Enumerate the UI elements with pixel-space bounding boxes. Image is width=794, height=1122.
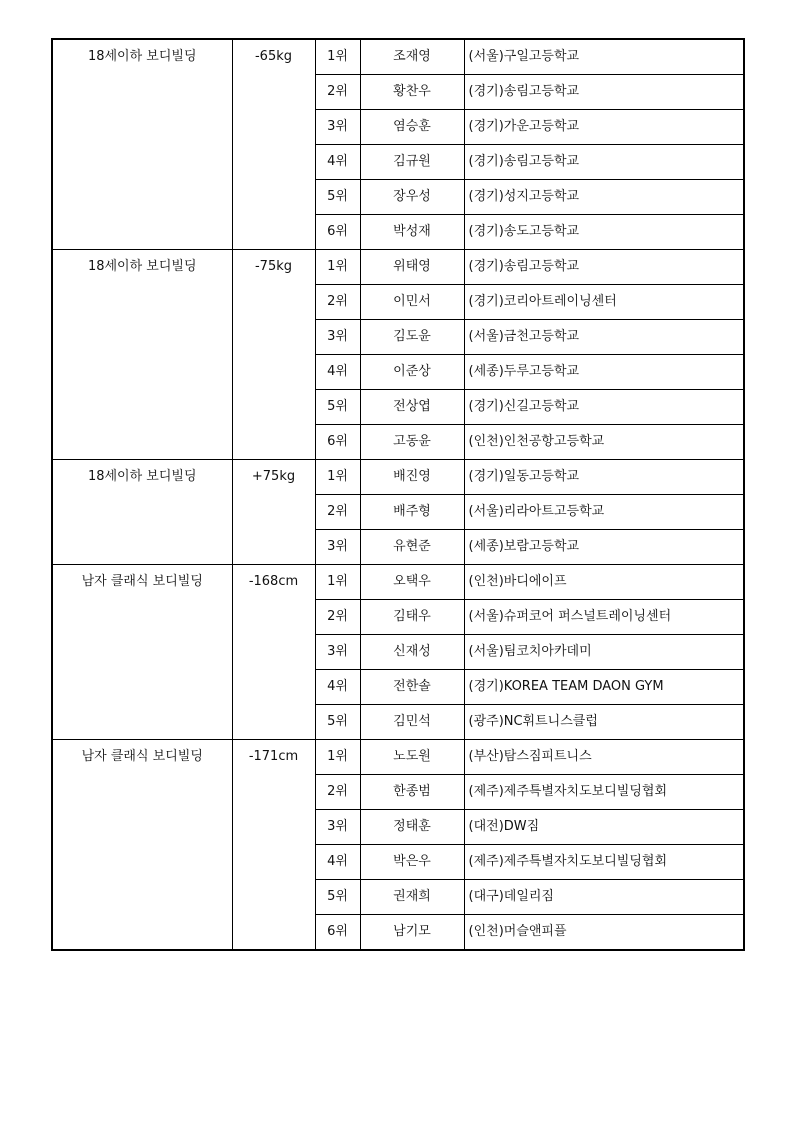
- club-cell: (서울)금천고등학교: [464, 320, 744, 355]
- rank-cell: 5위: [315, 180, 360, 215]
- club-cell: (경기)코리아트레이닝센터: [464, 285, 744, 320]
- athlete-name-cell: 이민서: [360, 285, 464, 320]
- results-table: [51, 38, 745, 951]
- rank-cell: 4위: [315, 845, 360, 880]
- club-cell: (경기)송림고등학교: [464, 75, 744, 110]
- rank-cell: 4위: [315, 670, 360, 705]
- club-cell: (경기)송림고등학교: [464, 145, 744, 180]
- athlete-name-cell: 한종범: [360, 775, 464, 810]
- rank-cell: 6위: [315, 425, 360, 460]
- club-cell: (대구)데일리짐: [464, 880, 744, 915]
- rank-cell: 3위: [315, 110, 360, 145]
- rank-cell: 6위: [315, 215, 360, 250]
- athlete-name-cell: 고동윤: [360, 425, 464, 460]
- club-cell: (서울)리라아트고등학교: [464, 495, 744, 530]
- club-cell: (광주)NC휘트니스클럽: [464, 705, 744, 740]
- athlete-name-cell: 노도원: [360, 740, 464, 775]
- rank-cell: 4위: [315, 355, 360, 390]
- athlete-name-cell: 김태우: [360, 600, 464, 635]
- rank-cell: 2위: [315, 75, 360, 110]
- rank-cell: 1위: [315, 565, 360, 600]
- club-cell: (서울)구일고등학교: [464, 39, 744, 75]
- rank-cell: 5위: [315, 880, 360, 915]
- club-cell: (서울)팀코치아카데미: [464, 635, 744, 670]
- weight-class-cell: -168cm: [232, 565, 315, 740]
- athlete-name-cell: 전한솔: [360, 670, 464, 705]
- weight-class-cell: -171cm: [232, 740, 315, 951]
- rank-cell: 4위: [315, 145, 360, 180]
- athlete-name-cell: 김규원: [360, 145, 464, 180]
- club-cell: (대전)DW짐: [464, 810, 744, 845]
- club-cell: (경기)송림고등학교: [464, 250, 744, 285]
- rank-cell: 1위: [315, 39, 360, 75]
- club-cell: (인천)머슬앤피플: [464, 915, 744, 951]
- weight-class-cell: +75kg: [232, 460, 315, 565]
- rank-cell: 2위: [315, 775, 360, 810]
- category-cell: 18세이하 보디빌딩: [52, 250, 232, 460]
- club-cell: (경기)KOREA TEAM DAON GYM: [464, 670, 744, 705]
- rank-cell: 3위: [315, 635, 360, 670]
- rank-cell: 1위: [315, 740, 360, 775]
- athlete-name-cell: 유현준: [360, 530, 464, 565]
- athlete-name-cell: 황찬우: [360, 75, 464, 110]
- club-cell: (제주)제주특별자치도보디빌딩협회: [464, 845, 744, 880]
- athlete-name-cell: 조재영: [360, 39, 464, 75]
- rank-cell: 2위: [315, 600, 360, 635]
- club-cell: (부산)탐스짐피트니스: [464, 740, 744, 775]
- table-row: [52, 740, 744, 775]
- category-cell: 남자 클래식 보디빌딩: [52, 740, 232, 951]
- table-row: [52, 565, 744, 600]
- rank-cell: 3위: [315, 530, 360, 565]
- rank-cell: 3위: [315, 320, 360, 355]
- club-cell: (인천)인천공항고등학교: [464, 425, 744, 460]
- weight-class-cell: -65kg: [232, 39, 315, 250]
- club-cell: (경기)성지고등학교: [464, 180, 744, 215]
- athlete-name-cell: 정태훈: [360, 810, 464, 845]
- table-row: [52, 460, 744, 495]
- athlete-name-cell: 배진영: [360, 460, 464, 495]
- athlete-name-cell: 위태영: [360, 250, 464, 285]
- weight-class-cell: -75kg: [232, 250, 315, 460]
- club-cell: (세종)두루고등학교: [464, 355, 744, 390]
- club-cell: (경기)신길고등학교: [464, 390, 744, 425]
- table-row: [52, 250, 744, 285]
- club-cell: (경기)송도고등학교: [464, 215, 744, 250]
- athlete-name-cell: 전상엽: [360, 390, 464, 425]
- club-cell: (제주)제주특별자치도보디빌딩협회: [464, 775, 744, 810]
- club-cell: (경기)가운고등학교: [464, 110, 744, 145]
- athlete-name-cell: 박은우: [360, 845, 464, 880]
- club-cell: (서울)슈퍼코어 퍼스널트레이닝센터: [464, 600, 744, 635]
- club-cell: (경기)일동고등학교: [464, 460, 744, 495]
- athlete-name-cell: 배주형: [360, 495, 464, 530]
- category-cell: 남자 클래식 보디빌딩: [52, 565, 232, 740]
- athlete-name-cell: 남기모: [360, 915, 464, 951]
- results-body: [52, 39, 744, 950]
- category-cell: 18세이하 보디빌딩: [52, 39, 232, 250]
- athlete-name-cell: 권재희: [360, 880, 464, 915]
- athlete-name-cell: 김민석: [360, 705, 464, 740]
- rank-cell: 3위: [315, 810, 360, 845]
- table-row: [52, 39, 744, 75]
- athlete-name-cell: 이준상: [360, 355, 464, 390]
- rank-cell: 5위: [315, 390, 360, 425]
- rank-cell: 6위: [315, 915, 360, 951]
- athlete-name-cell: 김도윤: [360, 320, 464, 355]
- rank-cell: 5위: [315, 705, 360, 740]
- athlete-name-cell: 오택우: [360, 565, 464, 600]
- rank-cell: 1위: [315, 460, 360, 495]
- athlete-name-cell: 신재성: [360, 635, 464, 670]
- club-cell: (인천)바디에이프: [464, 565, 744, 600]
- athlete-name-cell: 박성재: [360, 215, 464, 250]
- rank-cell: 1위: [315, 250, 360, 285]
- club-cell: (세종)보람고등학교: [464, 530, 744, 565]
- rank-cell: 2위: [315, 285, 360, 320]
- athlete-name-cell: 장우성: [360, 180, 464, 215]
- category-cell: 18세이하 보디빌딩: [52, 460, 232, 565]
- athlete-name-cell: 염승훈: [360, 110, 464, 145]
- rank-cell: 2위: [315, 495, 360, 530]
